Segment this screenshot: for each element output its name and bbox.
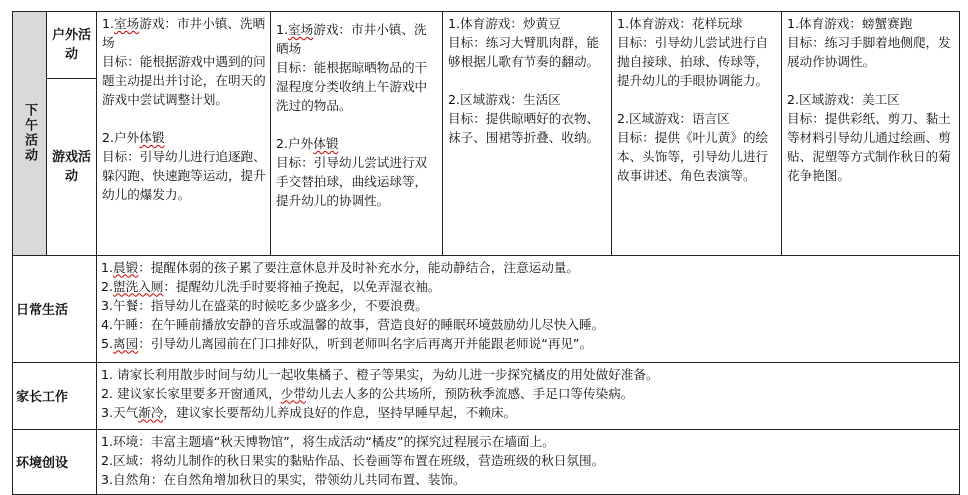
- daily-cell: [97, 255, 960, 362]
- afternoon-col-3: 1.体育游戏：炒黄豆 目标：练习大臂肌肉群，能够根据儿歌有节奏的翻动。 2.区域游戏：生活区 目标：提供晾晒好的衣物、袜子、围裙等折叠、收纳。: [443, 12, 612, 256]
- parents-item: 2. 建议家长家里要多开窗通风，少带幼儿去人多的公共场所，预防秋季流感、手足口等传染病。: [101, 385, 634, 401]
- parents-item: 1. 请家长利用散步时间与幼儿一起收集橘子、橙子等果实，为幼儿进一步探究橘皮的用处做好准备。: [101, 366, 659, 382]
- afternoon-col-1: 1.室场游戏：市井小镇、洗晒场 目标：能根据游戏中遇到的问题主动提出并讨论，在明天的游戏中尝试调整计划。 2.户外体锻 目标：引导幼儿进行追逐跑、躲闪跑、快速跑等运动，提升幼儿的爆发力。: [97, 12, 271, 256]
- afternoon-col-4: 1.体育游戏：花样玩球 目标：引导幼儿尝试进行自抛自接球、拍球、传球等，提升幼儿的手眼协调能力。 2.区域游戏：语言区 目标：提供《叶儿黄》的绘本、头饰等，引导幼儿进行故事讲述、角色表演等。: [612, 12, 782, 256]
- afternoon-col-2: 1.室场游戏：市井小镇、洗晒场 目标：能根据晾晒物品的干湿程度分类收纳上午游戏中洗过的物品。 2.户外体锻 目标：引导幼儿尝试进行双手交替拍球，曲线运球等，提升幼儿的协调性。: [271, 12, 443, 256]
- environment-item: 1.环境：丰富主题墙“秋天博物馆”，将生成活动“橘皮”的探究过程展示在墙面上。: [101, 433, 555, 449]
- daily-label: 日常生活: [13, 255, 97, 362]
- environment-label: 环境创设: [13, 429, 97, 494]
- weekly-plan-table: [12, 11, 960, 495]
- daily-item: 2.盥洗入厕：提醒幼儿洗手时要将袖子挽起，以免弄湿衣袖。: [101, 278, 441, 294]
- daily-item: 5.离园：引导幼儿离园前在门口排好队，听到老师叫名字后再离开并能跟老师说“再见”。: [101, 335, 593, 351]
- environment-cell: [97, 429, 960, 494]
- outdoor-label: 户外活动: [47, 12, 97, 79]
- parents-cell: [97, 362, 960, 429]
- daily-item: 4.午睡：在午睡前播放安静的音乐或温馨的故事，营造良好的睡眠环境鼓励幼儿尽快入睡。: [101, 316, 605, 332]
- environment-item: 3.自然角：在自然角增加秋日的果实，带领幼儿共同布置、装饰。: [101, 471, 466, 487]
- parents-label: 家长工作: [13, 362, 97, 429]
- afternoon-label: 下午活动: [22, 103, 37, 164]
- environment-item: 2.区域：将幼儿制作的秋日果实的黏贴作品、长卷画等布置在班级，营造班级的秋日氛围。: [101, 452, 605, 468]
- daily-item: 3.午餐：指导幼儿在盛菜的时候吃多少盛多少，不要浪费。: [101, 297, 428, 313]
- afternoon-label-cell: [13, 12, 47, 256]
- game-label: 游戏活动: [47, 79, 97, 255]
- afternoon-col-5: 1.体育游戏：螃蟹赛跑 目标：练习手脚着地侧爬，发展动作协调性。 2.区域游戏：美工区 目标：提供彩纸、剪刀、黏土等材料引导幼儿通过绘画、剪贴、泥塑等方式制作秋日的菊花争艳图。: [782, 12, 960, 256]
- daily-item: 1.晨锻：提醒体弱的孩子累了要注意休息并及时补充水分，能动静结合，注意运动量。: [101, 259, 579, 275]
- parents-item: 3.天气渐冷，建议家长要帮幼儿养成良好的作息，坚持早睡早起，不赖床。: [101, 404, 517, 420]
